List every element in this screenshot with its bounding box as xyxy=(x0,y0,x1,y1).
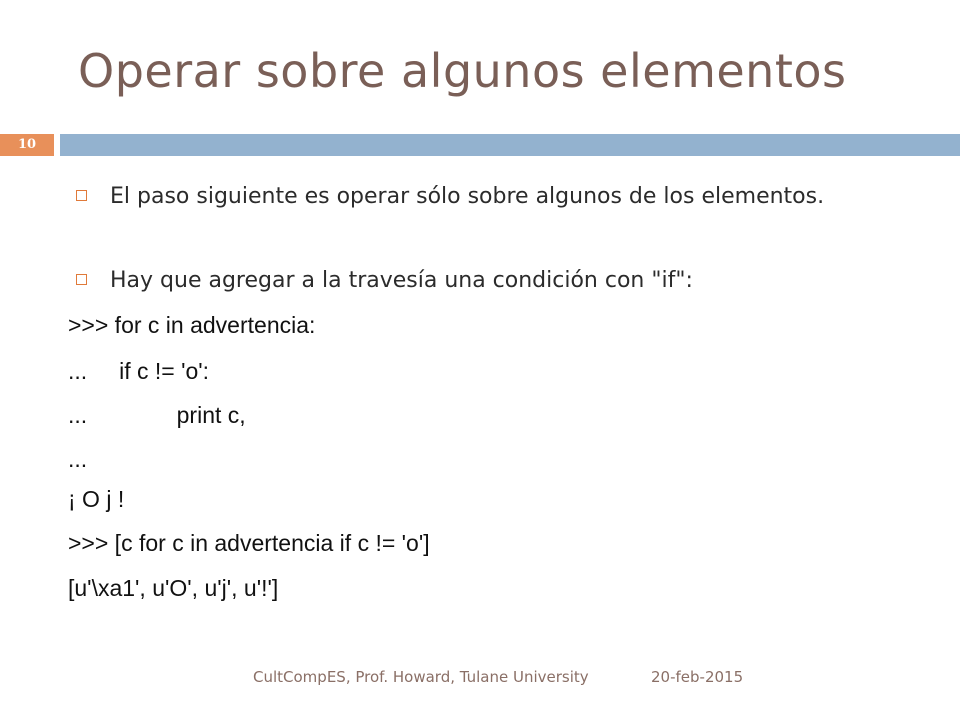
slide-number: 10 xyxy=(0,134,54,156)
bullet-item xyxy=(76,264,886,297)
code-line: >>> [c for c in advertencia if c != 'o'] xyxy=(68,530,430,556)
code-line: >>> for c in advertencia: xyxy=(68,312,316,338)
bullet-text: Hay que agregar a la travesía una condición con "if": xyxy=(110,268,693,293)
slide-title: Operar sobre algunos elementos xyxy=(78,44,847,98)
code-line: [u'\xa1', u'O', u'j', u'!'] xyxy=(68,575,279,601)
title-divider-bar xyxy=(60,134,960,156)
code-line: ... if c != 'o': xyxy=(68,358,210,384)
code-line: ... xyxy=(68,446,88,472)
footer-course: CultCompES, Prof. Howard, Tulane University xyxy=(253,668,589,686)
bullet-item xyxy=(76,180,886,213)
code-line: ¡ O j ! xyxy=(68,486,125,512)
square-bullet-icon xyxy=(76,190,87,201)
code-line: ... print c, xyxy=(68,402,246,428)
bullet-text: El paso siguiente es operar sólo sobre algunos de los elementos. xyxy=(110,184,825,209)
square-bullet-icon xyxy=(76,274,87,285)
footer-date: 20-feb-2015 xyxy=(651,668,744,686)
